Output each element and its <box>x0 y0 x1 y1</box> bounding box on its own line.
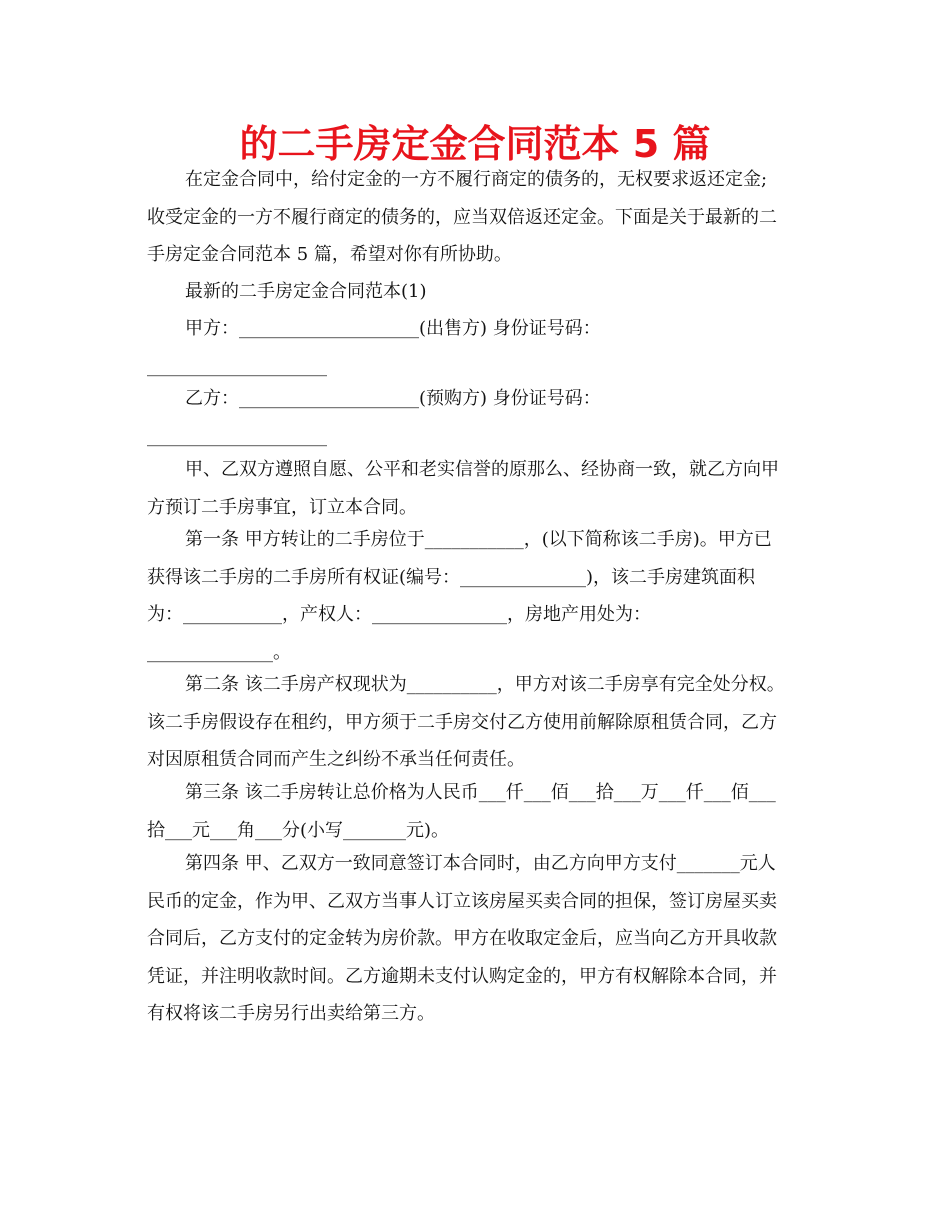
text-line: 第四条 甲、乙双方一致同意签订本合同时，由乙方向甲方支付_______元人 <box>185 853 776 874</box>
article-2-paragraph <box>147 666 803 779</box>
text-line: 民币的定金，作为甲、乙双方当事人订立该房屋买卖合同的担保，签订房屋买卖 <box>147 890 777 912</box>
article-1-paragraph <box>147 521 803 671</box>
text-line: 该二手房假设存在租约，甲方须于二手房交付乙方使用前解除原租赁合同，乙方 <box>147 711 777 733</box>
text-line: 在定金合同中，给付定金的一方不履行商定的债务的，无权要求返还定金; <box>185 169 768 190</box>
article-4-paragraph <box>147 845 803 1033</box>
party-b-paragraph <box>147 380 803 455</box>
text-line: 甲、乙双方遵照自愿、公平和老实信誉的原那么、经协商一致，就乙方向甲 <box>185 459 779 480</box>
text-line: 拾___元___角___分(小写_______元)。 <box>147 819 450 841</box>
text-line: 第一条 甲方转让的二手房位于___________，(以下简称该二手房)。甲方已 <box>185 529 772 550</box>
text-line: 手房定金合同范本 5 篇，希望对你有所协助。 <box>147 244 512 265</box>
intro-paragraph <box>147 161 803 274</box>
text-line: ______________。 <box>147 641 291 663</box>
document-title: 的二手房定金合同范本 5 篇 <box>239 122 711 166</box>
text-line: 乙方：____________________(预购方) 身份证号码： <box>185 388 601 409</box>
text-line: 最新的二手房定金合同范本(1) <box>185 281 427 302</box>
text-line: 获得该二手房的二手房所有权证(编号：______________)，该二手房建筑面积 <box>147 566 756 588</box>
text-line: 凭证，并注明收款时间。乙方逾期未支付认购定金的，甲方有权解除本合同，并 <box>147 965 777 987</box>
text-line: 合同后，乙方支付的定金转为房价款。甲方在收取定金后，应当向乙方开具收款 <box>147 928 777 949</box>
agreement-paragraph <box>147 451 803 526</box>
text-line: 收受定金的一方不履行商定的债务的，应当双倍返还定金。下面是关于最新的二 <box>147 206 777 228</box>
text-line: 有权将该二手房另行出卖给第三方。 <box>147 1003 435 1024</box>
text-line: 第三条 该二手房转让总价格为人民币___仟___佰___拾___万___仟___佰___ <box>185 782 776 803</box>
party-a-paragraph <box>147 310 803 385</box>
text-line: 为：___________，产权人：_______________，房地产用处为： <box>147 604 651 625</box>
text-line: ____________________ <box>147 425 327 447</box>
text-line: 第二条 该二手房产权现状为__________，甲方对该二手房享有完全处分权。 <box>185 674 785 695</box>
text-line: 方预订二手房事宜，订立本合同。 <box>147 496 417 518</box>
text-line: ____________________ <box>147 355 327 377</box>
article-3-paragraph <box>147 774 803 849</box>
section-heading <box>147 273 803 311</box>
text-line: 甲方：____________________(出售方) 身份证号码： <box>185 318 601 339</box>
text-line: 对因原租赁合同而产生之纠纷不承当任何责任。 <box>147 749 525 770</box>
